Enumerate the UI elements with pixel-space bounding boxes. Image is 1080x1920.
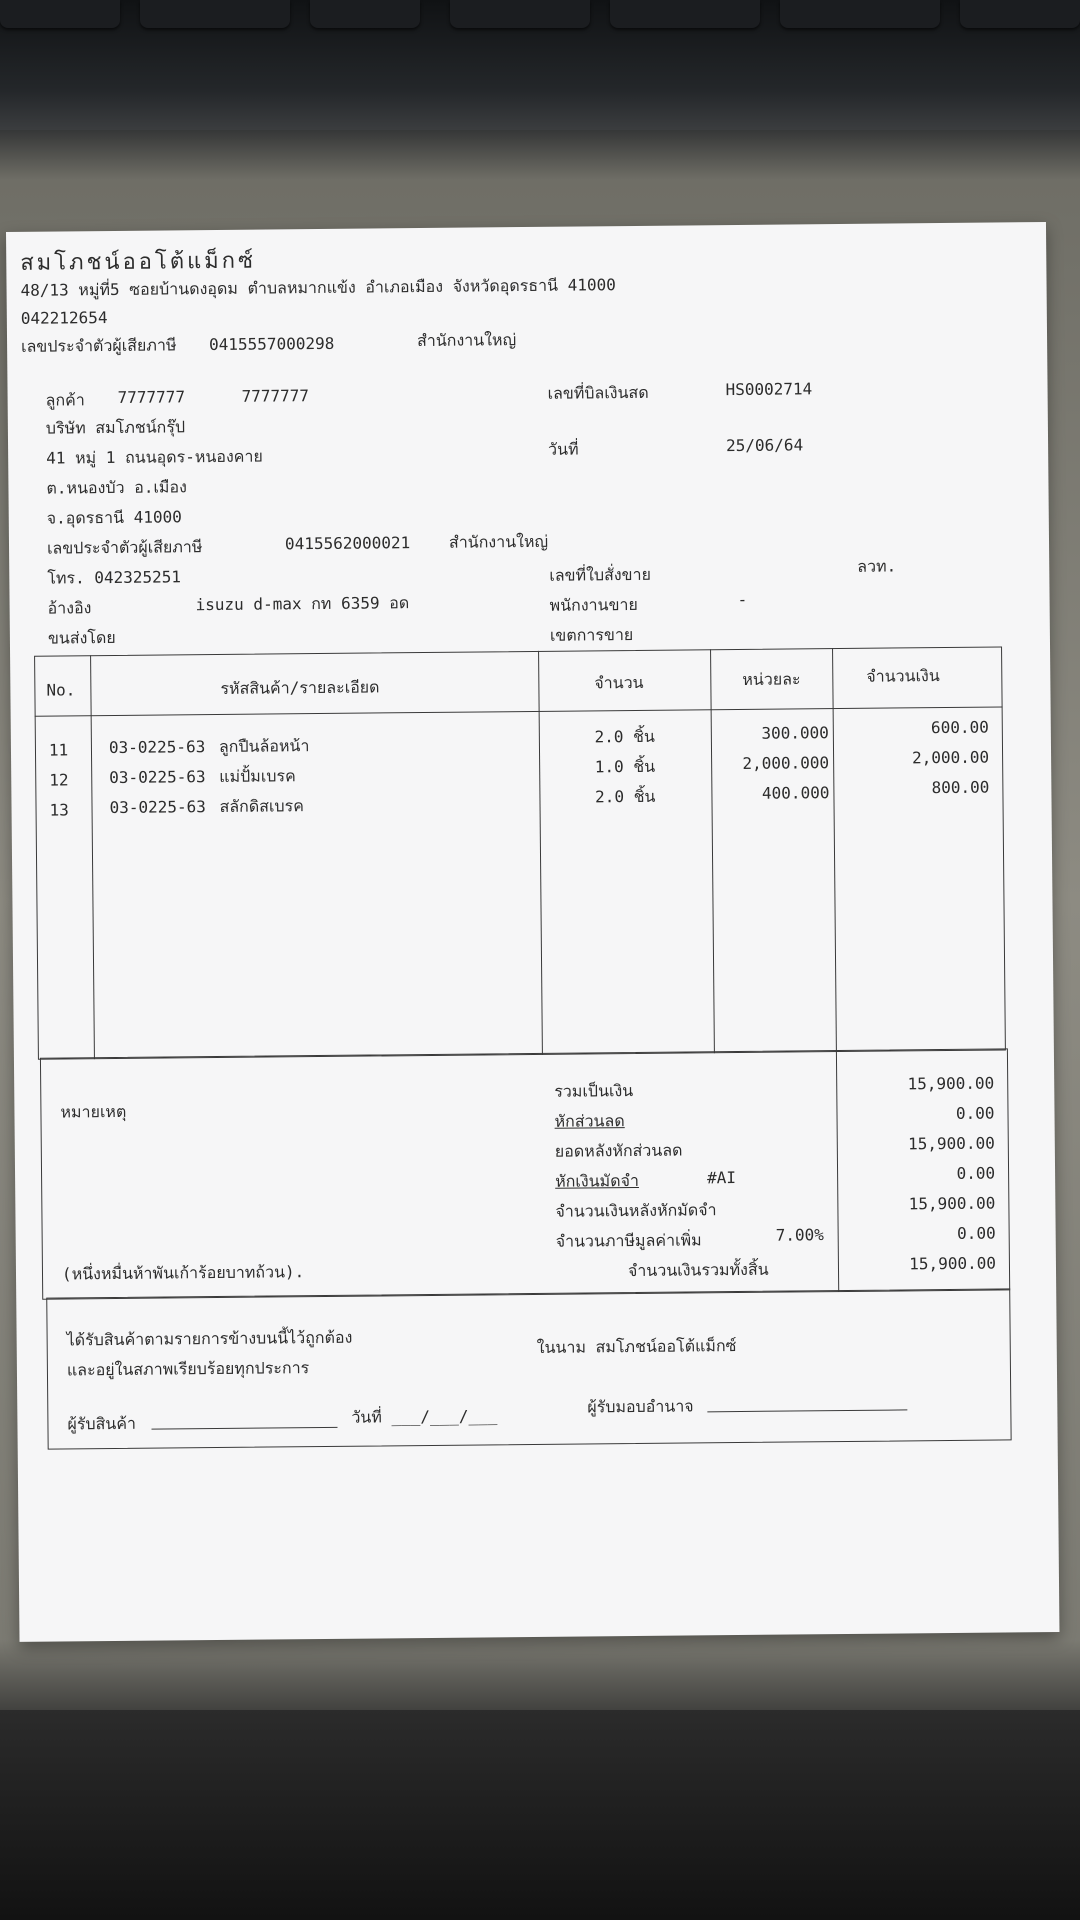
keyboard-key <box>310 0 420 28</box>
company-phone: 042212654 <box>20 308 108 328</box>
keyboard-key <box>610 0 760 28</box>
sales-order-value: ลวท. <box>857 556 897 576</box>
row-unit-price: 300.000 <box>761 723 829 743</box>
sales-order-label: เลขที่ใบสั่งขาย <box>549 564 652 585</box>
received-text-1: ได้รับสินค้าตามรายการข้างบนนี้ไว้ถูกต้อง <box>66 1327 353 1350</box>
company-name: สมโภชน์ออโต้แม็กซ์ <box>20 248 257 276</box>
summary-value-vat: 0.00 <box>957 1223 996 1243</box>
sales-area-label: เขตการขาย <box>549 624 634 645</box>
row-quantity: 2.0 ชิ้น <box>595 786 656 807</box>
row-code: 03-0225-63 <box>108 737 206 758</box>
summary-value-total: 15,900.00 <box>907 1073 995 1094</box>
customer-address-2: ต.หนองบัว อ.เมือง <box>46 477 187 498</box>
bill-number: HS0002714 <box>725 379 813 400</box>
summary-label-after-discount: ยอดหลังหักส่วนลด <box>554 1140 683 1161</box>
customer-address-3: จ.อุดรธานี 41000 <box>46 507 182 528</box>
keyboard-key <box>0 0 120 28</box>
row-description: ลูกปืนล้อหน้า <box>218 736 310 756</box>
reference-value: isuzu d-max กท 6359 อด <box>195 593 410 615</box>
summary-value-discount: 0.00 <box>955 1103 995 1123</box>
row-no: 13 <box>49 800 69 820</box>
header-quantity: จำนวน <box>594 672 644 693</box>
summary-value-deposit: 0.00 <box>956 1163 996 1183</box>
row-amount: 600.00 <box>930 717 989 738</box>
summary-value-after-discount: 15,900.00 <box>908 1133 995 1154</box>
row-description: สลักดิสเบรค <box>219 796 304 816</box>
company-tax-id: 0415557000298 <box>208 333 335 355</box>
row-unit-price: 400.000 <box>761 783 830 803</box>
customer-code-2: 7777777 <box>241 386 310 406</box>
row-description: แม่ปั้มเบรค <box>219 766 296 786</box>
received-text-2: และอยู่ในสภาพเรียบร้อยทุกประการ <box>66 1358 310 1380</box>
header-unit-price: หน่วยละ <box>742 669 801 689</box>
receipt-date-label: วันที่ <box>351 1407 382 1427</box>
shipping-label: ขนส่งโดย <box>47 627 116 648</box>
customer-code-1: 7777777 <box>117 387 186 407</box>
receiver-label: ผู้รับสินค้า <box>67 1413 137 1434</box>
keyboard-key <box>780 0 940 28</box>
bill-number-label: เลขที่บิลเงินสด <box>547 382 649 403</box>
receipt-date-blank: ___/___/___ <box>391 1406 498 1427</box>
salesman-label: พนักงานขาย <box>549 594 638 615</box>
summary-label-vat: จำนวนภาษีมูลค่าเพิ่ม <box>555 1230 702 1251</box>
customer-address-1: 41 หมู่ 1 ถนนอุดร-หนองคาย <box>46 446 263 468</box>
header-no: No. <box>46 680 76 700</box>
bill-date: 25/06/64 <box>725 435 804 456</box>
summary-label-after-deposit: จำนวนเงินหลังหักมัดจำ <box>555 1200 717 1221</box>
header-amount: จำนวนเงิน <box>866 666 940 686</box>
company-branch: สำนักงานใหญ่ <box>416 330 517 351</box>
deposit-reference: #AI <box>707 1168 737 1188</box>
header-description: รหัสสินค้า/รายละเอียด <box>220 677 380 698</box>
vat-rate: 7.00% <box>775 1225 824 1245</box>
salesman-value: - <box>737 589 748 609</box>
row-code: 03-0225-63 <box>109 767 206 788</box>
summary-label-grand-total: จำนวนเงินรวมทั้งสิ้น <box>627 1259 769 1281</box>
summary-label-deposit: หักเงินมัดจำ <box>555 1170 639 1191</box>
company-address: 48/13 หมู่ที่5 ซอยบ้านดงอุดม ตำบลหมากแข้ง อำเภอเมือง จังหวัดอุดรธานี 41000 <box>20 275 616 300</box>
keyboard-key <box>450 0 590 28</box>
summary-value-after-deposit: 15,900.00 <box>908 1193 996 1214</box>
customer-name: บริษัท สมโภชน์กรุ๊ป <box>45 417 186 438</box>
cash-bill-document <box>6 222 1059 1642</box>
row-amount: 2,000.00 <box>911 747 990 768</box>
remark-label: หมายเหตุ <box>60 1101 127 1122</box>
customer-branch: สำนักงานใหญ่ <box>448 531 549 552</box>
amount-in-words: (หนึ่งหมื่นห้าพันเก้าร้อยบาทถ้วน). <box>61 1262 305 1284</box>
row-quantity: 1.0 ชิ้น <box>594 756 656 777</box>
row-quantity: 2.0 ชิ้น <box>594 726 655 747</box>
bill-date-label: วันที่ <box>548 439 579 459</box>
row-no: 11 <box>48 740 69 760</box>
summary-value-grand-total: 15,900.00 <box>909 1253 997 1274</box>
reference-label: อ้างอิง <box>47 598 92 618</box>
desk-shadow <box>0 1710 1080 1920</box>
keyboard-background <box>0 0 1080 130</box>
row-amount: 800.00 <box>931 777 990 798</box>
customer-tax-id: 0415562000021 <box>284 533 411 554</box>
summary-label-total: รวมเป็นเงิน <box>554 1081 634 1101</box>
company-tax-label: เลขประจำตัวผู้เสียภาษี <box>21 335 177 356</box>
summary-label-discount: หักส่วนลด <box>554 1111 625 1131</box>
on-behalf-of: ในนาม สมโภชน์ออโต้แม็กซ์ <box>536 1336 737 1357</box>
row-no: 12 <box>49 770 69 790</box>
customer-phone: โทร. 042325251 <box>47 567 182 588</box>
authorized-label: ผู้รับมอบอำนาจ <box>587 1396 694 1417</box>
customer-label: ลูกค้า <box>45 390 85 410</box>
row-unit-price: 2,000.000 <box>742 753 830 773</box>
keyboard-key <box>960 0 1080 28</box>
row-code: 03-0225-63 <box>109 797 206 818</box>
customer-tax-label: เลขประจำตัวผู้เสียภาษี <box>46 537 203 558</box>
keyboard-key <box>140 0 290 28</box>
